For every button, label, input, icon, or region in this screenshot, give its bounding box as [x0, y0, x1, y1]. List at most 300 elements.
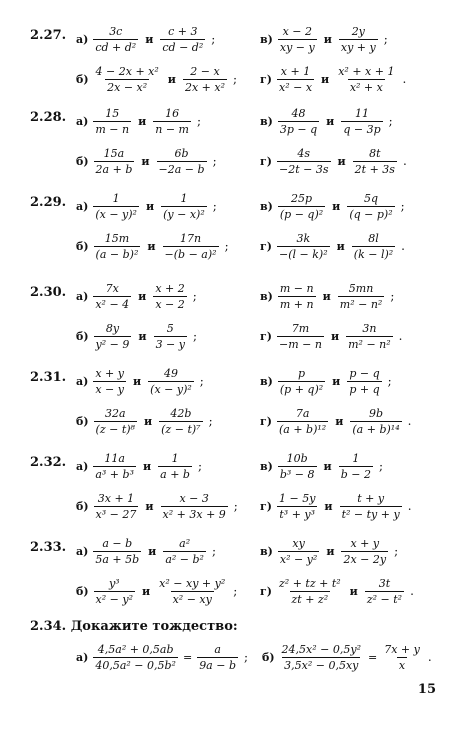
item-label: г) [260, 239, 272, 253]
item-label: г) [260, 584, 272, 598]
numerator: 48 [291, 106, 306, 120]
fraction [339, 452, 373, 481]
denominator: m − n [95, 122, 130, 136]
denominator: (z − t)⁸ [95, 422, 135, 436]
denominator: (x − y)² [95, 207, 137, 221]
conjunction-and: и [145, 199, 155, 213]
conjunction-and: и [326, 114, 335, 128]
fraction [352, 232, 395, 261]
numerator: 5q [363, 191, 378, 205]
numerator: 3k [296, 231, 311, 245]
item-label: б) [76, 584, 89, 598]
problem-group [0, 191, 474, 285]
punctuation: ; [383, 32, 388, 46]
denominator: 2x + x² [184, 80, 225, 94]
denominator: cd − d² [162, 40, 204, 54]
conjunction-and: и [142, 584, 151, 598]
numerator: x + y [350, 536, 380, 550]
numerator: x + 2 [155, 281, 185, 295]
conjunction-and: и [323, 459, 332, 473]
fraction [93, 643, 178, 672]
problem-item [260, 534, 398, 568]
numerator: 1 [352, 451, 360, 465]
problem-item [76, 364, 204, 398]
problem-item [76, 574, 237, 608]
punctuation: . [407, 414, 412, 428]
conjunction-and: и [326, 544, 335, 558]
fraction [341, 107, 382, 136]
numerator: 7m [291, 321, 310, 335]
denominator: 2a + b [95, 162, 133, 176]
problem-item [76, 449, 202, 483]
fraction [94, 322, 132, 351]
fraction [197, 643, 238, 672]
punctuation: ; [196, 114, 202, 128]
fraction [159, 407, 202, 436]
problem-item [260, 62, 406, 96]
item-label: в) [260, 374, 273, 388]
fraction [163, 537, 206, 566]
numerator: 2y [351, 24, 365, 38]
denominator: b − 2 [340, 467, 371, 481]
denominator: a³ + b³ [95, 467, 134, 481]
fraction [347, 192, 394, 221]
conjunction-and: и [145, 32, 154, 46]
problem-item [260, 189, 405, 223]
item-label: в) [260, 544, 273, 558]
problem-item [260, 22, 388, 56]
numerator: 4 − 2x + x² [95, 64, 159, 78]
conjunction-and: и [321, 72, 330, 86]
denominator: −(b − a)² [164, 247, 217, 261]
problem-number: 2.30. [30, 285, 67, 300]
item-label: в) [260, 289, 273, 303]
numerator: 7x [105, 281, 119, 295]
conjunction-and: и [141, 154, 150, 168]
fraction [277, 492, 317, 521]
denominator: x − 2 [155, 297, 185, 311]
problem-item [76, 279, 197, 313]
numerator: p [297, 366, 306, 380]
denominator: x³ − 27 [95, 507, 137, 521]
punctuation: ; [388, 114, 393, 128]
numerator: 24,5x² − 0,5y² [281, 642, 361, 656]
fraction [277, 407, 328, 436]
fraction [158, 452, 192, 481]
fraction [93, 282, 131, 311]
denominator: z² − t² [366, 592, 403, 606]
item-label: г) [260, 329, 272, 343]
denominator: (z − t)⁷ [161, 422, 201, 436]
punctuation: ; [387, 374, 392, 388]
numerator: 3t [378, 576, 391, 590]
denominator: n − m [155, 122, 189, 136]
numerator: 4,5a² + 0,5ab [97, 642, 174, 656]
numerator: 42b [170, 406, 192, 420]
conjunction-and: и [138, 289, 147, 303]
numerator: 15a [103, 146, 125, 160]
item-label: а) [76, 374, 89, 388]
denominator: 9a − b [199, 658, 236, 672]
fraction [160, 25, 205, 54]
conjunction-and: и [330, 329, 340, 343]
fraction [93, 25, 138, 54]
fraction [94, 407, 137, 436]
numerator: x − 3 [179, 491, 209, 505]
numerator: 3n [362, 321, 377, 335]
item-label: б) [76, 239, 89, 253]
numerator: 10b [286, 451, 308, 465]
fraction [350, 407, 401, 436]
problem-group [0, 106, 474, 200]
denominator: 40,5a² − 0,5b² [95, 658, 176, 672]
fraction [341, 537, 388, 566]
denominator: (p − q)² [279, 207, 324, 221]
problem-item [76, 404, 213, 438]
denominator: b³ − 8 [279, 467, 315, 481]
fraction [277, 322, 324, 351]
denominator: x² − x [279, 80, 313, 94]
conjunction-and: и [142, 459, 152, 473]
punctuation: ; [394, 544, 399, 558]
problem-item [260, 489, 412, 523]
denominator: (a + b)¹⁴ [352, 422, 400, 436]
numerator: x + 1 [280, 64, 311, 78]
fraction [278, 537, 319, 566]
item-label: а) [76, 199, 89, 213]
punctuation: . [398, 329, 403, 343]
item-label: в) [260, 199, 273, 213]
fraction [278, 107, 319, 136]
fraction [365, 577, 404, 606]
conjunction-and: и [337, 154, 346, 168]
numerator: 25p [290, 191, 313, 205]
numerator: 7x + y [384, 642, 420, 656]
denominator: x − y [95, 382, 124, 396]
equals-sign: = [182, 650, 193, 664]
fraction [94, 65, 161, 94]
conjunction-and: и [167, 72, 176, 86]
problem-item [260, 449, 383, 483]
conjunction-and: и [332, 374, 341, 388]
fraction [148, 367, 194, 396]
item-label: б) [262, 650, 275, 664]
problem-number: 2.28. [30, 110, 67, 125]
problem-group [0, 451, 474, 545]
denominator: −m − n [279, 337, 322, 351]
problem-group [0, 24, 474, 118]
punctuation: . [402, 154, 407, 168]
fraction [153, 282, 186, 311]
punctuation: . [401, 239, 405, 253]
numerator: x² + x + 1 [338, 64, 395, 78]
denominator: xy + y [340, 40, 376, 54]
denominator: −(l − k)² [279, 247, 328, 261]
denominator: (a − b)² [95, 247, 139, 261]
denominator: zt + z² [291, 592, 329, 606]
conjunction-and: и [323, 32, 332, 46]
item-label: г) [260, 414, 272, 428]
denominator: m² − n² [348, 337, 391, 351]
proof-title: Докажите тождество: [70, 619, 238, 634]
numerator: a [214, 642, 221, 656]
problem-group [0, 281, 474, 375]
fraction [339, 25, 378, 54]
item-label: а) [76, 32, 89, 46]
denominator: x² + 3x + 9 [162, 507, 226, 521]
fraction [94, 492, 139, 521]
fraction [278, 367, 325, 396]
problem-number: 2.29. [30, 195, 67, 210]
denominator: m + n [279, 297, 314, 311]
numerator: 2 − x [190, 64, 220, 78]
problem-number: 2.31. [30, 370, 67, 385]
denominator: 2t + 3s [354, 162, 395, 176]
denominator: q − 3p [343, 122, 381, 136]
fraction [93, 367, 126, 396]
numerator: c + 3 [168, 24, 198, 38]
conjunction-and: и [322, 289, 331, 303]
fraction [93, 452, 136, 481]
numerator: 32a [104, 406, 126, 420]
punctuation: ; [390, 289, 395, 303]
item-label: б) [76, 499, 89, 513]
fraction [154, 322, 187, 351]
numerator: 5mn [348, 281, 374, 295]
problem-item [260, 364, 392, 398]
punctuation: ; [208, 414, 213, 428]
fraction [94, 232, 141, 261]
punctuation: ; [211, 544, 217, 558]
problem-item [260, 404, 411, 438]
fraction [161, 492, 228, 521]
denominator: a + b [160, 467, 190, 481]
item-label: б) [76, 72, 89, 86]
item-label: г) [260, 72, 272, 86]
item-label: б) [76, 414, 89, 428]
punctuation: ; [199, 374, 204, 388]
item-label: б) [76, 329, 89, 343]
problem-item [260, 319, 403, 353]
equals-sign: = [367, 650, 378, 664]
numerator: a² [179, 536, 191, 550]
punctuation: ; [400, 199, 405, 213]
punctuation: ; [197, 459, 203, 473]
numerator: 11a [104, 451, 125, 465]
numerator: 1 [112, 191, 120, 205]
problem-item [76, 22, 215, 56]
fraction [280, 643, 363, 672]
conjunction-and: и [132, 374, 142, 388]
numerator: y³ [108, 576, 120, 590]
item-label: а) [76, 289, 89, 303]
punctuation: ; [232, 72, 238, 86]
denominator: cd + d² [95, 40, 137, 54]
numerator: a − b [102, 536, 133, 550]
numerator: 17n [180, 231, 202, 245]
conjunction-and: и [148, 544, 157, 558]
item-label: а) [76, 114, 89, 128]
conjunction-and: и [349, 584, 358, 598]
problem-number: 2.33. [30, 540, 67, 555]
item-label: г) [260, 154, 272, 168]
conjunction-and: и [147, 239, 156, 253]
denominator: x² − y² [279, 552, 318, 566]
problem-item [76, 189, 217, 223]
numerator: 15m [104, 231, 130, 245]
denominator: t³ + y³ [279, 507, 316, 521]
punctuation: . [410, 584, 414, 598]
fraction [157, 147, 207, 176]
conjunction-and: и [138, 114, 147, 128]
problem-item [260, 574, 414, 608]
problem-item [260, 144, 407, 178]
numerator: 11 [354, 106, 369, 120]
item-label: в) [260, 114, 273, 128]
denominator: 5a + 5b [95, 552, 140, 566]
numerator: 15 [105, 106, 120, 120]
problem-number: 2.32. [30, 455, 67, 470]
punctuation: ; [378, 459, 383, 473]
item-label: в) [260, 32, 273, 46]
item-label: б) [76, 154, 89, 168]
numerator: xy [292, 536, 305, 550]
problem-group [0, 536, 474, 630]
problem-item [260, 279, 394, 313]
denominator: x² − 4 [95, 297, 130, 311]
numerator: m − n [279, 281, 314, 295]
punctuation: ; [233, 499, 238, 513]
numerator: x² − xy + y² [159, 576, 226, 590]
problem-item [76, 62, 237, 96]
item-label: в) [260, 459, 273, 473]
denominator: (k − l)² [353, 247, 394, 261]
punctuation: . [402, 72, 407, 86]
punctuation: . [427, 650, 432, 664]
denominator: x² − y² [95, 592, 133, 606]
fraction [382, 643, 422, 672]
numerator: x − 2 [282, 24, 312, 38]
denominator: (p + q)² [279, 382, 324, 396]
fraction [277, 232, 330, 261]
fraction [93, 107, 131, 136]
denominator: x² + x [349, 80, 383, 94]
denominator: 2x − x² [107, 80, 148, 94]
numerator: 7a [295, 406, 310, 420]
fraction [183, 65, 227, 94]
proof-item-b [262, 640, 432, 674]
punctuation: ; [211, 32, 216, 46]
page-number: 15 [417, 682, 436, 697]
problem-item [76, 534, 216, 568]
problem-group [0, 366, 474, 460]
denominator: t² − ty + y [341, 507, 400, 521]
denominator: −2a − b [158, 162, 205, 176]
punctuation: ; [192, 289, 197, 303]
fraction [161, 192, 207, 221]
denominator: p + q [349, 382, 380, 396]
fraction [278, 25, 317, 54]
numerator: 8l [368, 231, 379, 245]
numerator: 16 [165, 106, 180, 120]
conjunction-and: и [324, 499, 333, 513]
fraction [346, 322, 393, 351]
item-label: а) [76, 544, 89, 558]
fraction [153, 107, 191, 136]
punctuation: ; [212, 199, 217, 213]
denominator: xy − y [279, 40, 315, 54]
numerator: x + y [95, 366, 124, 380]
fraction [93, 537, 141, 566]
denominator: −2t − 3s [279, 162, 329, 176]
fraction [277, 65, 314, 94]
numerator: 1 − 5y [279, 491, 316, 505]
proof-item-a [76, 640, 248, 674]
fraction [157, 577, 227, 606]
item-label: а) [76, 650, 89, 664]
problem-item [76, 104, 201, 138]
numerator: 3c [109, 24, 123, 38]
problem-item [76, 489, 238, 523]
problem-item [76, 144, 217, 178]
denominator: (y − x)² [163, 207, 205, 221]
numerator: 8y [105, 321, 120, 335]
fraction [336, 65, 396, 94]
fraction [277, 147, 331, 176]
conjunction-and: и [336, 239, 345, 253]
denominator: y² − 9 [95, 337, 130, 351]
denominator: (q − p)² [349, 207, 393, 221]
punctuation: ; [212, 154, 217, 168]
conjunction-and: и [143, 414, 153, 428]
punctuation: ; [193, 329, 198, 343]
conjunction-and: и [145, 499, 154, 513]
punctuation: ; [233, 584, 238, 598]
numerator: 5 [166, 321, 174, 335]
numerator: 3x + 1 [97, 491, 135, 505]
problem-item [76, 229, 229, 263]
proof-header [30, 619, 238, 634]
numerator: 6b [174, 146, 189, 160]
denominator: 2x − 2y [343, 552, 387, 566]
numerator: z² + tz + t² [279, 576, 341, 590]
conjunction-and: и [335, 414, 344, 428]
denominator: x² − xy [172, 592, 212, 606]
problem-number: 2.27. [30, 28, 67, 43]
numerator: 4s [297, 146, 311, 160]
item-label: г) [260, 499, 272, 513]
numerator: 8t [369, 146, 381, 160]
denominator: 3,5x² − 0,5xy [284, 658, 359, 672]
denominator: m² − n² [339, 297, 383, 311]
conjunction-and: и [332, 199, 341, 213]
punctuation: . [407, 499, 412, 513]
fraction [353, 147, 397, 176]
conjunction-and: и [138, 329, 147, 343]
problem-item [260, 229, 405, 263]
fraction [278, 282, 316, 311]
problem-number: 2.34. [30, 619, 67, 634]
denominator: a² − b² [165, 552, 204, 566]
fraction [347, 367, 381, 396]
item-label: а) [76, 459, 89, 473]
numerator: t + y [357, 491, 385, 505]
numerator: 9b [368, 406, 384, 420]
fraction [278, 192, 325, 221]
problem-item [260, 104, 393, 138]
denominator: 3 − y [155, 337, 185, 351]
punctuation: ; [244, 650, 249, 664]
